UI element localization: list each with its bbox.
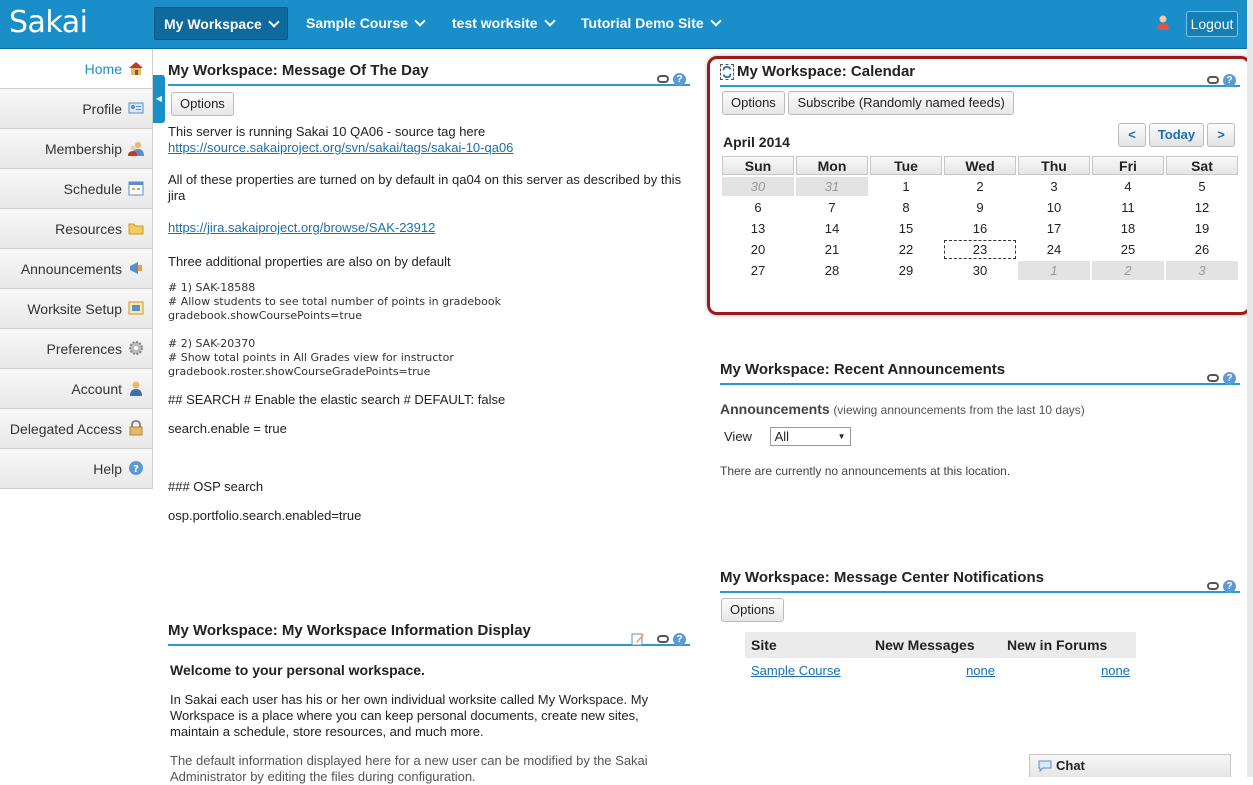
logout-button[interactable]: Logout (1186, 11, 1238, 37)
calendar-day[interactable]: 11 (1121, 200, 1135, 215)
portlet-title-text: My Workspace: Calendar (737, 63, 916, 80)
link-icon[interactable] (657, 635, 669, 643)
edit-icon[interactable] (631, 632, 645, 646)
worksite-icon (128, 300, 144, 316)
day-header: Tue (870, 156, 942, 175)
motd-text: This server is running Sakai 10 QA06 - source tag here (168, 124, 486, 139)
sidebar-item-worksite-setup[interactable] (0, 289, 153, 329)
announcements-subheading: (viewing announcements from the last 10 days) (833, 403, 1085, 417)
code-line: # Allow students to see total number of points in gradebook (168, 295, 501, 308)
day-header: Fri (1092, 156, 1164, 175)
calendar-day[interactable]: 14 (824, 221, 840, 236)
calendar-day[interactable]: 8 (902, 200, 910, 215)
source-link[interactable]: https://source.sakaiproject.org/svn/sakai/tags/sakai-10-qa06 (168, 140, 514, 155)
sidebar-item-label: Help (93, 461, 122, 477)
site-link[interactable]: Sample Course (751, 662, 841, 678)
profile-card-icon (128, 100, 144, 116)
info-display-portlet (168, 616, 690, 785)
motd-portlet (168, 56, 690, 524)
page-scrollbar[interactable] (1247, 0, 1253, 777)
chevron-down-icon (268, 16, 279, 27)
day-header: Thu (1018, 156, 1090, 175)
sidebar-item-delegated-access[interactable] (0, 409, 153, 449)
calendar-day[interactable]: 3 (1050, 179, 1058, 194)
sidebar-item-preferences[interactable] (0, 329, 153, 369)
chevron-down-icon (544, 15, 555, 26)
megaphone-icon (128, 260, 144, 276)
sidebar-item-announcements[interactable] (0, 249, 153, 289)
day-header: Sun (722, 156, 794, 175)
chat-bubble-icon (1038, 760, 1052, 772)
announcements-portlet (720, 355, 1240, 478)
calendar-day[interactable]: 7 (828, 200, 836, 215)
sidebar-item-resources[interactable] (0, 209, 153, 249)
info-paragraph: The default information displayed here for a new user can be modified by the Sakai Administrator by editing the files during configuration. (170, 753, 648, 784)
options-button[interactable]: Options (721, 598, 784, 622)
column-header: New Messages (869, 632, 1001, 658)
gear-icon (128, 340, 144, 356)
view-label: View (724, 429, 752, 444)
view-select-value: All (774, 429, 790, 444)
calendar-day[interactable]: 17 (1046, 221, 1062, 236)
motd-body (168, 124, 690, 524)
calendar-month: April 2014 (723, 134, 790, 150)
sidebar-item-label: Resources (55, 221, 122, 237)
options-button[interactable]: Options (722, 91, 785, 115)
subscribe-button[interactable]: Subscribe (Randomly named feeds) (788, 91, 1013, 115)
dropdown-arrow-icon: ▼ (837, 432, 846, 441)
portlet-title-text: My Workspace: Recent Announcements (720, 361, 1006, 378)
svg-text:?: ? (133, 464, 139, 476)
motd-text: ### OSP search (168, 479, 264, 494)
code-line: gradebook.showCoursePoints=true (168, 309, 362, 322)
calendar-day[interactable]: 5 (1198, 179, 1206, 194)
help-icon[interactable]: ? (673, 633, 686, 646)
portlet-title (168, 56, 690, 86)
calendar-day[interactable]: 30 (722, 177, 794, 196)
sidebar-item-label: Preferences (46, 341, 122, 357)
message-center-table (745, 632, 1136, 682)
new-messages-link[interactable]: none (966, 662, 995, 678)
chevron-down-icon (710, 15, 721, 26)
calendar-day[interactable]: 30 (972, 263, 988, 278)
jira-link[interactable]: https://jira.sakaiproject.org/browse/SAK-23912 (168, 220, 436, 235)
lock-icon (128, 420, 144, 436)
site-tab-tutorial-demo-site[interactable] (572, 7, 729, 40)
sidebar-item-label: Worksite Setup (27, 301, 122, 317)
calendar-day[interactable]: 18 (1120, 221, 1136, 236)
calendar-icon (128, 180, 144, 196)
calendar-day[interactable]: 4 (1124, 179, 1132, 194)
column-header: New in Forums (1001, 632, 1136, 658)
help-icon[interactable]: ? (1223, 580, 1236, 593)
calendar-day[interactable]: 20 (750, 242, 766, 257)
motd-text: ## SEARCH # Enable the elastic search # DEFAULT: false (168, 392, 506, 407)
help-icon (128, 460, 144, 476)
calendar-day[interactable]: 12 (1194, 200, 1210, 215)
sidebar-item-label: Schedule (63, 181, 122, 197)
calendar-day[interactable]: 3 (1166, 261, 1238, 280)
calendar-day[interactable]: 28 (824, 263, 840, 278)
new-in-forums-link[interactable]: none (1101, 662, 1130, 678)
message-center-portlet (720, 563, 1240, 682)
sidebar-item-account[interactable] (0, 369, 153, 409)
calendar-day[interactable]: 22 (898, 242, 914, 257)
sidebar-item-membership[interactable] (0, 129, 153, 169)
table-row (745, 658, 1136, 682)
calendar-day[interactable]: 25 (1120, 242, 1136, 257)
portlet-title (720, 57, 1240, 87)
calendar-day[interactable]: 13 (750, 221, 766, 236)
calendar-day[interactable]: 15 (898, 221, 914, 236)
chevron-down-icon (414, 15, 425, 26)
announcements-heading: Announcements (720, 401, 830, 417)
site-tab-my-workspace[interactable] (154, 7, 288, 40)
calendar-day[interactable]: 2 (1092, 261, 1164, 280)
code-line: # Show total points in All Grades view for instructor (168, 351, 454, 364)
site-tab-sample-course[interactable] (297, 7, 433, 40)
home-icon (128, 60, 144, 76)
info-paragraph: In Sakai each user has his or her own individual worksite called My Workspace. My Workspace is a place where you can keep personal documents, create new sites, maintain a schedule, store resources, and much more. (170, 692, 649, 739)
next-month-button[interactable]: > (1207, 123, 1235, 147)
sidebar-item-label: Profile (82, 101, 122, 117)
site-tab-label: Sample Course (306, 15, 408, 31)
code-line: # 1) SAK-18588 (168, 281, 256, 294)
top-navigation-bar (0, 0, 1253, 49)
sidebar-item-help[interactable] (0, 449, 153, 489)
calendar-day[interactable]: 27 (750, 263, 766, 278)
motd-text: Three additional properties are also on by default (168, 254, 451, 269)
site-tab-label: My Workspace (164, 16, 262, 32)
sidebar-item-label: Delegated Access (9, 421, 122, 437)
motd-text: search.enable = true (168, 421, 287, 436)
site-tab-test-worksite[interactable] (443, 7, 563, 40)
calendar-day[interactable]: 19 (1194, 221, 1210, 236)
membership-icon (128, 140, 144, 156)
calendar-portlet (720, 57, 1240, 282)
today-button[interactable]: Today (1149, 123, 1204, 147)
portlet-title (720, 355, 1240, 385)
calendar-day[interactable]: 6 (754, 200, 762, 215)
calendar-day[interactable]: 31 (796, 177, 868, 196)
calendar-grid (720, 154, 1240, 282)
prev-month-button[interactable]: < (1118, 123, 1146, 147)
calendar-day[interactable]: 24 (1046, 242, 1062, 257)
sidebar-item-label: Announcements (20, 261, 122, 277)
link-icon[interactable] (1207, 582, 1219, 590)
calendar-day[interactable]: 9 (976, 200, 984, 215)
info-heading: Welcome to your personal workspace. (170, 662, 425, 678)
portlet-title (720, 563, 1240, 593)
calendar-day[interactable]: 21 (824, 242, 840, 257)
calendar-day[interactable]: 1 (1018, 261, 1090, 280)
motd-text: All of these properties are turned on by default in qa04 on this server as described by this jira (168, 172, 682, 203)
help-icon[interactable]: ? (673, 73, 686, 86)
portlet-title-text: My Workspace: My Workspace Information Display (168, 622, 531, 639)
sakai-logo[interactable]: Sakai (9, 5, 88, 40)
portlet-title-text: My Workspace: Message Center Notifications (720, 569, 1044, 586)
tool-menu (0, 49, 153, 489)
motd-text: osp.portfolio.search.enabled=true (168, 508, 362, 523)
calendar-day[interactable]: 10 (1046, 200, 1062, 215)
calendar-day[interactable]: 1 (902, 179, 910, 194)
view-select[interactable] (770, 427, 851, 446)
sidebar-item-label: Account (71, 381, 122, 397)
link-icon[interactable] (1207, 374, 1219, 382)
portlet-title-text: My Workspace: Message Of The Day (168, 62, 429, 79)
day-header: Wed (944, 156, 1016, 175)
link-icon[interactable] (657, 75, 669, 83)
sidebar-item-schedule[interactable] (0, 169, 153, 209)
chat-bar[interactable] (1029, 754, 1231, 777)
sidebar-item-home[interactable] (0, 49, 153, 89)
calendar-day[interactable]: 29 (898, 263, 914, 278)
sidebar-item-profile[interactable] (0, 89, 153, 129)
link-icon[interactable] (1207, 76, 1219, 84)
site-tab-label: Tutorial Demo Site (581, 15, 704, 31)
folder-icon (128, 220, 144, 236)
options-button[interactable]: Options (171, 92, 234, 116)
announcements-empty-text: There are currently no announcements at this location. (720, 464, 1011, 478)
calendar-day[interactable]: 26 (1194, 242, 1210, 257)
user-icon[interactable] (1156, 14, 1170, 30)
user-icon (128, 380, 144, 396)
column-header: Site (745, 632, 869, 658)
chat-label: Chat (1056, 758, 1085, 773)
sidebar-item-label: Membership (44, 141, 122, 157)
sidebar-item-label: Home (84, 61, 122, 77)
collapse-menu-handle[interactable]: ◀ (153, 75, 165, 123)
site-tab-label: test worksite (452, 15, 538, 31)
calendar-day-today[interactable]: 23 (944, 240, 1016, 259)
calendar-day[interactable]: 16 (972, 221, 988, 236)
help-icon[interactable]: ? (1223, 74, 1236, 87)
code-line: gradebook.roster.showCourseGradePoints=true (168, 365, 431, 378)
portlet-title (168, 616, 690, 646)
refresh-icon[interactable] (720, 64, 734, 80)
day-header: Mon (796, 156, 868, 175)
calendar-day[interactable]: 2 (976, 179, 984, 194)
help-icon[interactable]: ? (1223, 372, 1236, 385)
day-header: Sat (1166, 156, 1238, 175)
code-line: # 2) SAK-20370 (168, 337, 256, 350)
